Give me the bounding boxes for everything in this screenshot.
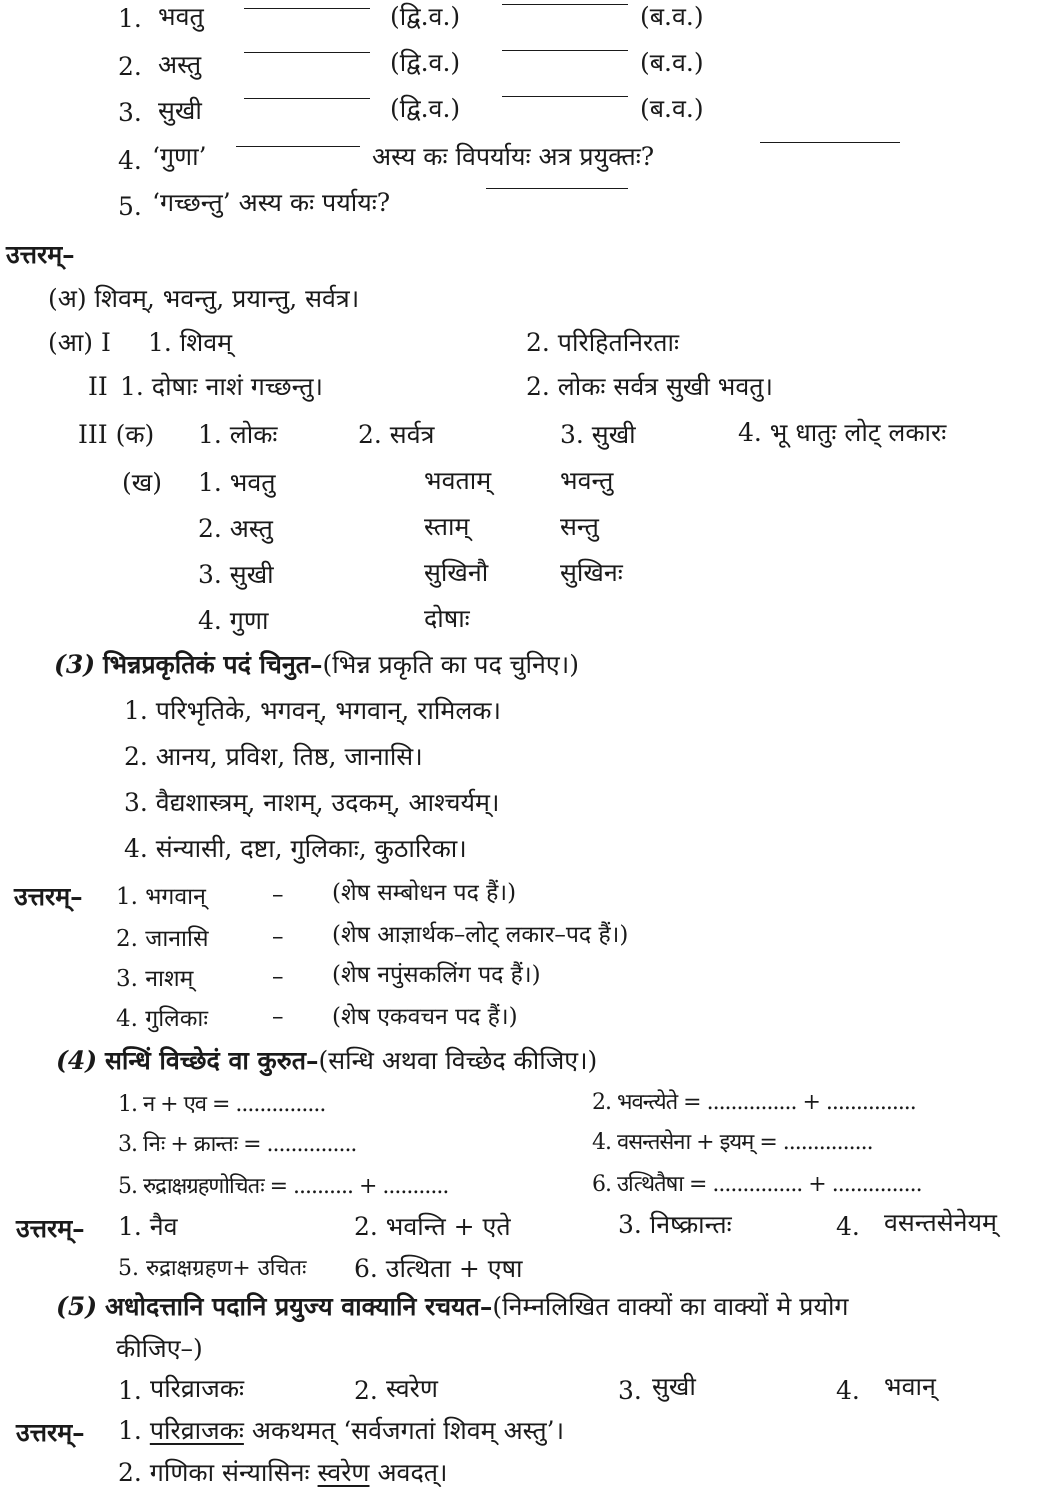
plural-label: (ब.व.) bbox=[640, 94, 704, 123]
sandhi-question: 5. रुद्राक्षग्रहणोचितः = .......... + ........... bbox=[118, 1174, 449, 1199]
dash: – bbox=[272, 1004, 284, 1030]
answer-word: 3. नाशम् bbox=[116, 966, 194, 992]
sandhi-question: 1. न + एव = ............... bbox=[118, 1092, 326, 1117]
word-item: स्वरेण bbox=[386, 1374, 438, 1403]
kha-cell: 2. अस्तु bbox=[198, 514, 273, 543]
word-number: 3. bbox=[618, 1376, 642, 1405]
row-word: ‘गुणा’ bbox=[152, 142, 207, 171]
answer-note: (शेष एकवचन पद हैं।) bbox=[332, 1004, 518, 1030]
answer-iii-2: 2. सर्वत्र bbox=[358, 420, 435, 449]
sandhi-question: 4. वसन्तसेना + इयम् = ............... bbox=[592, 1130, 873, 1155]
answer-aa-2: 2. परिहितनिरताः bbox=[526, 328, 680, 357]
sandhi-question: 3. निः + क्रान्तः = ............... bbox=[118, 1132, 357, 1157]
list-item: 3. वैद्यशास्त्रम्, नाशम्, उदकम्, आश्चर्यम्। bbox=[124, 788, 500, 817]
answer-blank bbox=[244, 52, 370, 53]
kha-cell: भवन्तु bbox=[560, 466, 614, 495]
row-number: 5. bbox=[118, 192, 142, 221]
kha-cell: 3. सुखी bbox=[198, 560, 274, 589]
word-item: परिव्राजकः bbox=[150, 1374, 245, 1403]
answer-iii-3: 3. सुखी bbox=[560, 420, 636, 449]
kha-cell: स्ताम् bbox=[424, 512, 470, 541]
sentence-answer-2 bbox=[118, 1460, 447, 1485]
section-number: (4) bbox=[56, 1046, 98, 1075]
section-title-hindi: (भिन्न प्रकृति का पद चुनिए।) bbox=[322, 650, 579, 679]
section-title-hindi: (सन्धि अथवा विच्छेद कीजिए।) bbox=[318, 1046, 598, 1075]
answer-aa-label: (आ) I bbox=[48, 328, 111, 357]
answer-heading: उत्तरम्– bbox=[6, 240, 75, 269]
word-item: भवान् bbox=[884, 1372, 936, 1401]
section-number: (3) bbox=[54, 650, 96, 679]
list-item: 1. परिभृतिके, भगवन्, भगवान्, रामिलक। bbox=[124, 696, 501, 725]
answer-blank bbox=[244, 98, 370, 99]
kha-cell: 1. भवतु bbox=[198, 468, 276, 497]
word-item: सुखी bbox=[652, 1372, 696, 1401]
kha-cell: सुखिनौ bbox=[424, 558, 489, 587]
kha-cell: दोषाः bbox=[424, 604, 470, 633]
answer-ii-label: II bbox=[88, 372, 108, 401]
sandhi-answer: 6. उत्थिता + एषा bbox=[354, 1254, 523, 1283]
section-title: भिन्नप्रकृतिकं पदं चिनुत– bbox=[103, 650, 323, 679]
question-text: अस्य कः विपर्यायः अत्र प्रयुक्तः? bbox=[372, 142, 655, 171]
kha-cell: सन्तु bbox=[560, 512, 599, 541]
answer-word: 2. जानासि bbox=[116, 926, 209, 952]
sandhi-answer: 3. निष्क्रान्तः bbox=[618, 1210, 732, 1239]
plural-label: (ब.व.) bbox=[640, 48, 704, 77]
row-number: 4. bbox=[118, 146, 142, 175]
answer-blank bbox=[502, 4, 628, 5]
section-number: (5) bbox=[56, 1292, 98, 1321]
answer-note: (शेष आज्ञार्थक–लोट् लकार–पद हैं।) bbox=[332, 922, 629, 948]
word-number: 2. bbox=[354, 1376, 378, 1405]
sandhi-answer: 1. नैव bbox=[118, 1212, 178, 1241]
sandhi-question: 2. भवन्त्येते = ............... + ............... bbox=[592, 1090, 916, 1115]
section-title: अधोदत्तानि पदानि प्रयुज्य वाक्यानि रचयत– bbox=[105, 1292, 493, 1321]
answer-a: (अ) शिवम्, भवन्तु, प्रयान्तु, सर्वत्र। bbox=[48, 284, 360, 313]
kha-cell: 4. गुणा bbox=[198, 606, 269, 635]
answer-ii-1: 1. दोषाः नाशं गच्छन्तु। bbox=[120, 372, 323, 401]
row-word: भवतु bbox=[158, 2, 204, 31]
answer-blank bbox=[502, 96, 628, 97]
answer-heading: उत्तरम्– bbox=[16, 1214, 85, 1243]
list-item: 4. संन्यासी, दष्टा, गुलिकाः, कुठारिका। bbox=[124, 834, 467, 863]
row-word: अस्तु bbox=[158, 50, 202, 79]
row-number: 1. bbox=[118, 4, 142, 33]
answer-word: 4. गुलिकाः bbox=[116, 1006, 209, 1032]
dash: – bbox=[272, 924, 284, 950]
underlined-word: परिव्राजकः bbox=[149, 1416, 244, 1445]
row-number: 3. bbox=[118, 98, 142, 127]
dual-label: (द्वि.व.) bbox=[390, 2, 461, 31]
answer-number: 1. bbox=[118, 1416, 142, 1445]
row-word: सुखी bbox=[158, 96, 202, 125]
answer-word: 1. भगवान् bbox=[116, 884, 206, 910]
answer-blank bbox=[502, 50, 628, 51]
answer-ii-2: 2. लोकः सर्वत्र सुखी भवतु। bbox=[526, 372, 773, 401]
word-number: 4. bbox=[836, 1376, 860, 1405]
word-number: 1. bbox=[118, 1376, 142, 1405]
section-3-heading bbox=[54, 652, 579, 677]
sandhi-answer-number: 4. bbox=[836, 1212, 860, 1241]
kha-cell: सुखिनः bbox=[560, 558, 623, 587]
answer-blank bbox=[244, 8, 370, 9]
answer-aa-1: 1. शिवम् bbox=[148, 328, 233, 357]
kha-cell: भवताम् bbox=[424, 466, 492, 495]
question-text: ‘गच्छन्तु’ अस्य कः पर्यायः? bbox=[152, 188, 391, 217]
underlined-word: स्वरेण bbox=[317, 1458, 370, 1487]
section-4-heading bbox=[56, 1048, 597, 1073]
section-title: सन्धिं विच्छेदं वा कुरुत– bbox=[105, 1046, 319, 1075]
dash: – bbox=[272, 964, 284, 990]
section-title-hindi: (निम्नलिखित वाक्यों का वाक्यों मे प्रयोग bbox=[492, 1292, 849, 1321]
sandhi-question: 6. उत्थितैषा = ............... + ............... bbox=[592, 1172, 922, 1197]
dual-label: (द्वि.व.) bbox=[390, 94, 461, 123]
plural-label: (ब.व.) bbox=[640, 2, 704, 31]
answer-blank bbox=[236, 146, 360, 147]
sandhi-answer: वसन्तसेनेयम् bbox=[884, 1208, 997, 1237]
row-number: 2. bbox=[118, 52, 142, 81]
sandhi-answer: 2. भवन्ति + एते bbox=[354, 1212, 511, 1241]
answer-note: (शेष नपुंसकलिंग पद हैं।) bbox=[332, 962, 541, 988]
answer-text: अकथमत् ‘सर्वजगतां शिवम् अस्तु’। bbox=[251, 1416, 565, 1445]
dual-label: (द्वि.व.) bbox=[390, 48, 461, 77]
answer-heading: उत्तरम्– bbox=[16, 1418, 85, 1447]
section-5-heading bbox=[56, 1294, 849, 1319]
answer-iii-4: 4. भू धातुः लोट् लकारः bbox=[738, 418, 947, 447]
answer-blank bbox=[486, 188, 628, 189]
section-title-hindi-cont: कीजिए–) bbox=[116, 1334, 203, 1363]
dash: – bbox=[272, 882, 284, 908]
answer-iii-label: III (क) bbox=[78, 420, 155, 449]
list-item: 2. आनय, प्रविश, तिष्ठ, जानासि। bbox=[124, 742, 423, 771]
sandhi-answer: 5. रुद्राक्षग्रहण+ उचितः bbox=[118, 1256, 307, 1281]
answer-note: (शेष सम्बोधन पद हैं।) bbox=[332, 880, 517, 906]
answer-heading: उत्तरम्– bbox=[14, 882, 83, 911]
answer-text: 2. गणिका संन्यासिनः bbox=[118, 1458, 310, 1487]
answer-blank bbox=[760, 142, 900, 143]
answer-kha-label: (ख) bbox=[122, 468, 162, 497]
answer-text: अवदत्। bbox=[377, 1458, 448, 1487]
sentence-answer-1 bbox=[118, 1418, 564, 1443]
answer-iii-1: 1. लोकः bbox=[198, 420, 278, 449]
